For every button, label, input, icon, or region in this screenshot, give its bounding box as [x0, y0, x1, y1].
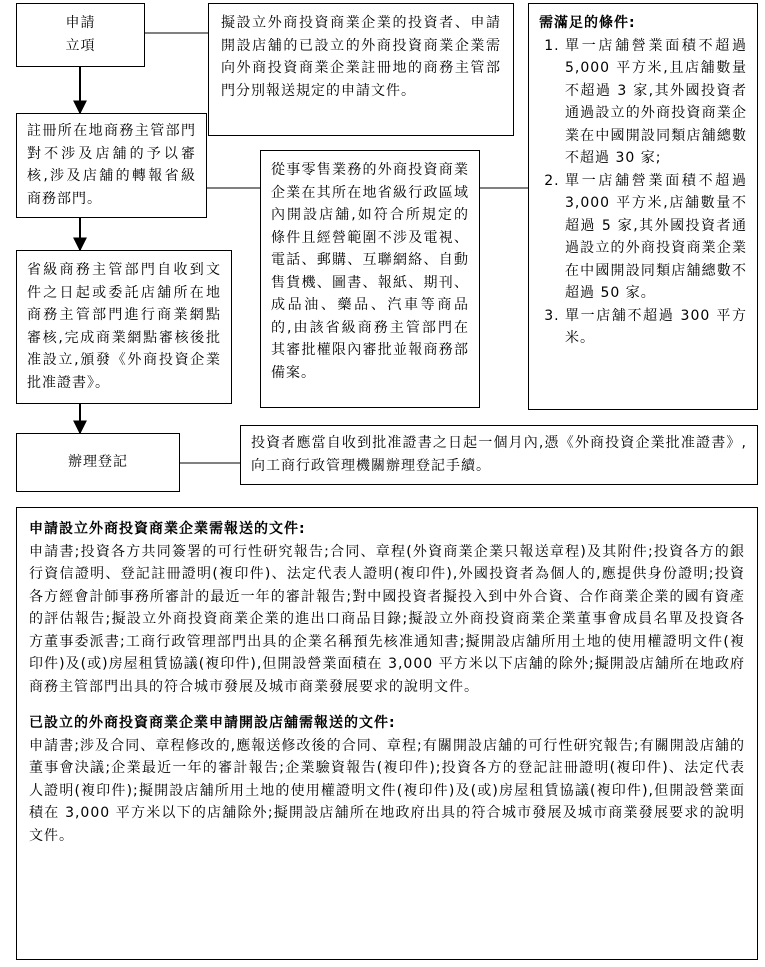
condition-item: 3. 單一店舖不超過 300 平方米。	[565, 305, 747, 350]
conditions-box	[528, 3, 758, 410]
note-register: 投資者應當自收到批准證書之日起一個月內,憑《外商投資企業批准證書》,向工商行政管理機關辦理登記手續。	[240, 425, 758, 485]
documents-section	[16, 507, 758, 960]
existing-enterprise-docs-body: 申請書;涉及合同、章程修改的,應報送修改後的合同、章程;有關開設店舖的可行性研究報告;有關開設店舖的董事會決議;企業最近一年的審計報告;企業驗資報告(複印件);投資各方的登記註冊證明(複印件)、法定代表人證明(複印件);擬開設店舖所用土地的使用權證明文件(複印件)及(或)房屋租賃協議(複印件),但開設營業面積在 3,000 平方米以下的店舖除外;擬開設店舖所在地政府出具的符合城市發展及城市商業發展要求的說明文件。	[29, 737, 745, 844]
note-apply-documents: 擬設立外商投資商業企業的投資者、申請開設店舖的已設立的外商投資商業企業需向外商投資商業企業註冊地的商務主管部門分別報送規定的申請文件。	[208, 3, 514, 136]
new-enterprise-docs-title: 申請設立外商投資商業企業需報送的文件:	[29, 521, 306, 537]
note-retail-stores: 從事零售業務的外商投資商業企業在其所在地省級行政區域內開設店舖,如符合所規定的條件且經營範圍不涉及電視、電話、郵購、互聯網絡、自動售貨機、圖書、報紙、期刊、成品油、藥品、汽車等商品的,由該省級商務主管部門在其審批權限內審批並報商務部備案。	[260, 150, 480, 408]
conditions-list	[539, 35, 747, 350]
step-city-review: 註冊所在地商務主管部門對不涉及店舖的予以審核,涉及店舖的轉報省級商務部門。	[16, 113, 207, 218]
condition-item: 1. 單一店舖營業面積不超過5,000 平方米,且店舖數量不超過 3 家,其外國投資者通過設立的外商投資商業企業在中國開設同類店舖總數不超過 30 家;	[565, 35, 747, 170]
step-province-approval: 省級商務主管部門自收到文件之日起或委託店舖所在地商務主管部門進行商業網點審核,完成商業網點審核後批准設立,頒發《外商投資企業批准證書》。	[16, 250, 232, 404]
condition-item: 2. 單一店舖營業面積不超過3,000 平方米,店舖數量不超過 5 家,其外國投資者通過設立的外商投資商業企業在中國開設同類店舖總數不超過 50 家。	[565, 170, 747, 305]
existing-enterprise-docs-title: 已設立的外商投資商業企業申請開設店舖需報送的文件:	[29, 715, 396, 731]
step-register: 辦理登記	[16, 433, 180, 492]
step-apply: 申請 立項	[16, 3, 145, 67]
conditions-title: 需滿足的條件:	[539, 15, 636, 31]
new-enterprise-docs-body: 申請書;投資各方共同簽署的可行性研究報告;合同、章程(外資商業企業只報送章程)及其附件;投資各方的銀行資信證明、登記註冊證明(複印件)、法定代表人證明(複印件),外國投資者為個人的,應提供身份證明;投資各方經會計師事務所審計的最近一年的審計報告;對中國投資者擬投入到中外合資、合作商業企業的國有資產的評估報告;擬設立外商投資商業企業的進出口商品目錄;擬設立外商投資商業企業董事會成員名單及投資各方董事委派書;工商行政管理部門出具的企業名稱預先核准通知書;擬開設店舖所用土地的使用權證明文件(複印件)及(或)房屋租賃協議(複印件),但開設營業面積在 3,000 平方米以下店舖的除外;擬開設店舖所在地政府商務主管部門出具的符合城市發展及城市商業發展要求的說明文件。	[29, 543, 745, 695]
